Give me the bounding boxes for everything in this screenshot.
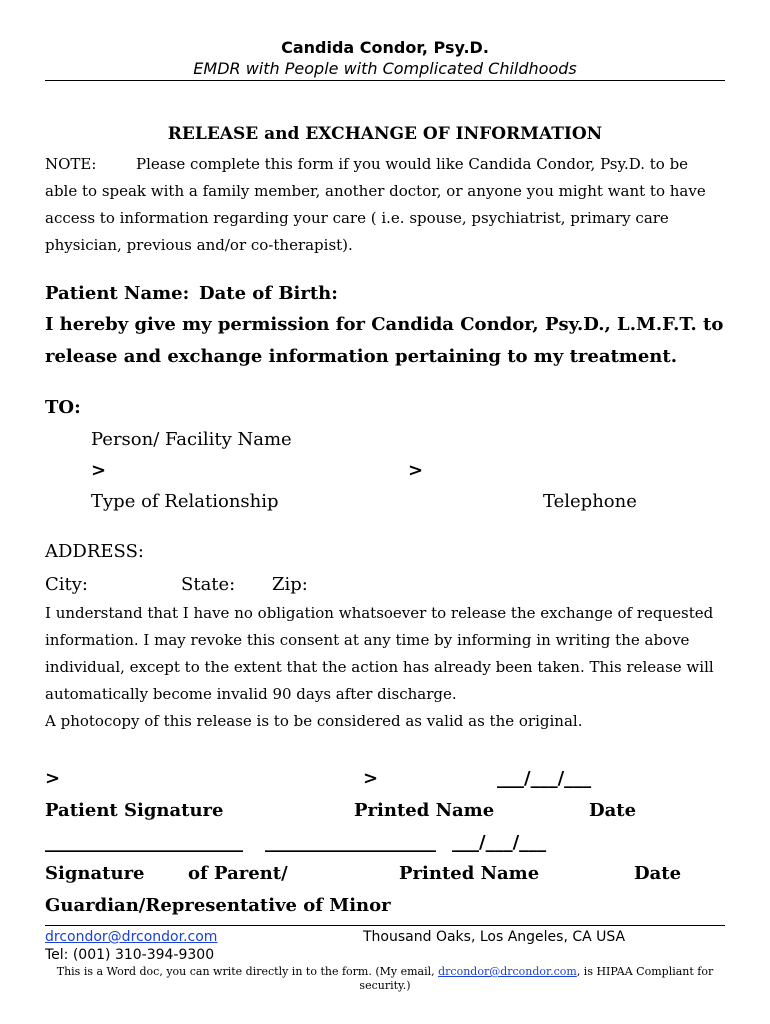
footer-note-suffix: , is HIPAA Compliant for <box>576 965 714 978</box>
date-label: Date <box>589 800 637 821</box>
of-parent-label: of Parent/ <box>188 863 288 884</box>
consent-line-2: information. I may revoke this consent at any time by informing in writing the above <box>45 631 690 649</box>
state-label: State: <box>181 574 236 595</box>
zip-label: Zip: <box>272 574 308 595</box>
telephone-label: Telephone <box>543 491 637 512</box>
footer-note-line-2: security.) <box>359 979 411 992</box>
consent-line-1: I understand that I have no obligation whatsoever to release the exchange of requested <box>45 604 714 622</box>
permission-line-1: I hereby give my permission for Candida Condor, Psy.D., L.M.F.T. to <box>45 314 724 335</box>
relationship-label: Type of Relationship <box>91 491 279 512</box>
guardian-representative-label: Guardian/Representative of Minor <box>45 895 391 916</box>
printed-name-field-marker[interactable]: > <box>363 768 379 789</box>
note-line-2: able to speak with a family member, another doctor, or anyone you might want to have <box>45 182 706 200</box>
consent-line-3: individual, except to the extent that the action has already been taken. This release will <box>45 658 714 676</box>
note-line-4: physician, previous and/or co-therapist). <box>45 236 353 254</box>
city-label: City: <box>45 574 88 595</box>
person-facility-label: Person/ Facility Name <box>91 429 292 450</box>
patient-name-label: Patient Name: <box>45 283 190 304</box>
footer-email-link[interactable]: drcondor@drcondor.com <box>45 929 218 945</box>
footer-note-email-link[interactable]: drcondor@drcondor.com <box>438 965 577 978</box>
address-label: ADDRESS: <box>45 541 144 562</box>
patient-signature-label: Patient Signature <box>45 800 224 821</box>
header-divider <box>45 80 725 81</box>
footer-location: Thousand Oaks, Los Angeles, CA USA <box>363 929 626 945</box>
header-name: Candida Condor, Psy.D. <box>281 38 489 57</box>
signature-label: Signature <box>45 863 145 884</box>
consent-line-4: automatically become invalid 90 days after discharge. <box>45 685 457 703</box>
form-title: RELEASE and EXCHANGE OF INFORMATION <box>167 124 603 144</box>
footer-telephone: Tel: (001) 310-394-9300 <box>45 947 215 963</box>
to-label: TO: <box>45 397 81 418</box>
permission-line-2: release and exchange information pertaining to my treatment. <box>45 346 677 367</box>
footer-note-prefix: This is a Word doc, you can write directly in to the form. (My email, <box>56 965 435 978</box>
guardian-date-label: Date <box>634 863 682 884</box>
signature-field-marker[interactable]: > <box>45 768 61 789</box>
guardian-printed-name-label: Printed Name <box>399 863 540 884</box>
header-subtitle: EMDR with People with Complicated Childhoods <box>193 59 577 78</box>
note-label: NOTE: <box>45 155 97 173</box>
guardian-signature-blank[interactable]: ______________________ <box>45 832 243 853</box>
person-field-marker[interactable]: > <box>91 460 107 481</box>
footer-divider <box>45 925 725 926</box>
guardian-date-blank[interactable]: ___/___/___ <box>452 832 547 853</box>
note-line-1: Please complete this form if you would like Candida Condor, Psy.D. to be <box>136 155 689 173</box>
footer-note-line-1 <box>45 965 725 978</box>
note-line-3: access to information regarding your care ( i.e. spouse, psychiatrist, primary care <box>45 209 669 227</box>
guardian-name-blank[interactable]: ___________________ <box>265 832 436 853</box>
consent-line-5: A photocopy of this release is to be considered as valid as the original. <box>45 712 583 730</box>
printed-name-label: Printed Name <box>354 800 495 821</box>
date-field-blank[interactable]: ___/___/___ <box>497 768 592 789</box>
telephone-field-marker[interactable]: > <box>408 460 424 481</box>
date-of-birth-label: Date of Birth: <box>199 283 338 304</box>
